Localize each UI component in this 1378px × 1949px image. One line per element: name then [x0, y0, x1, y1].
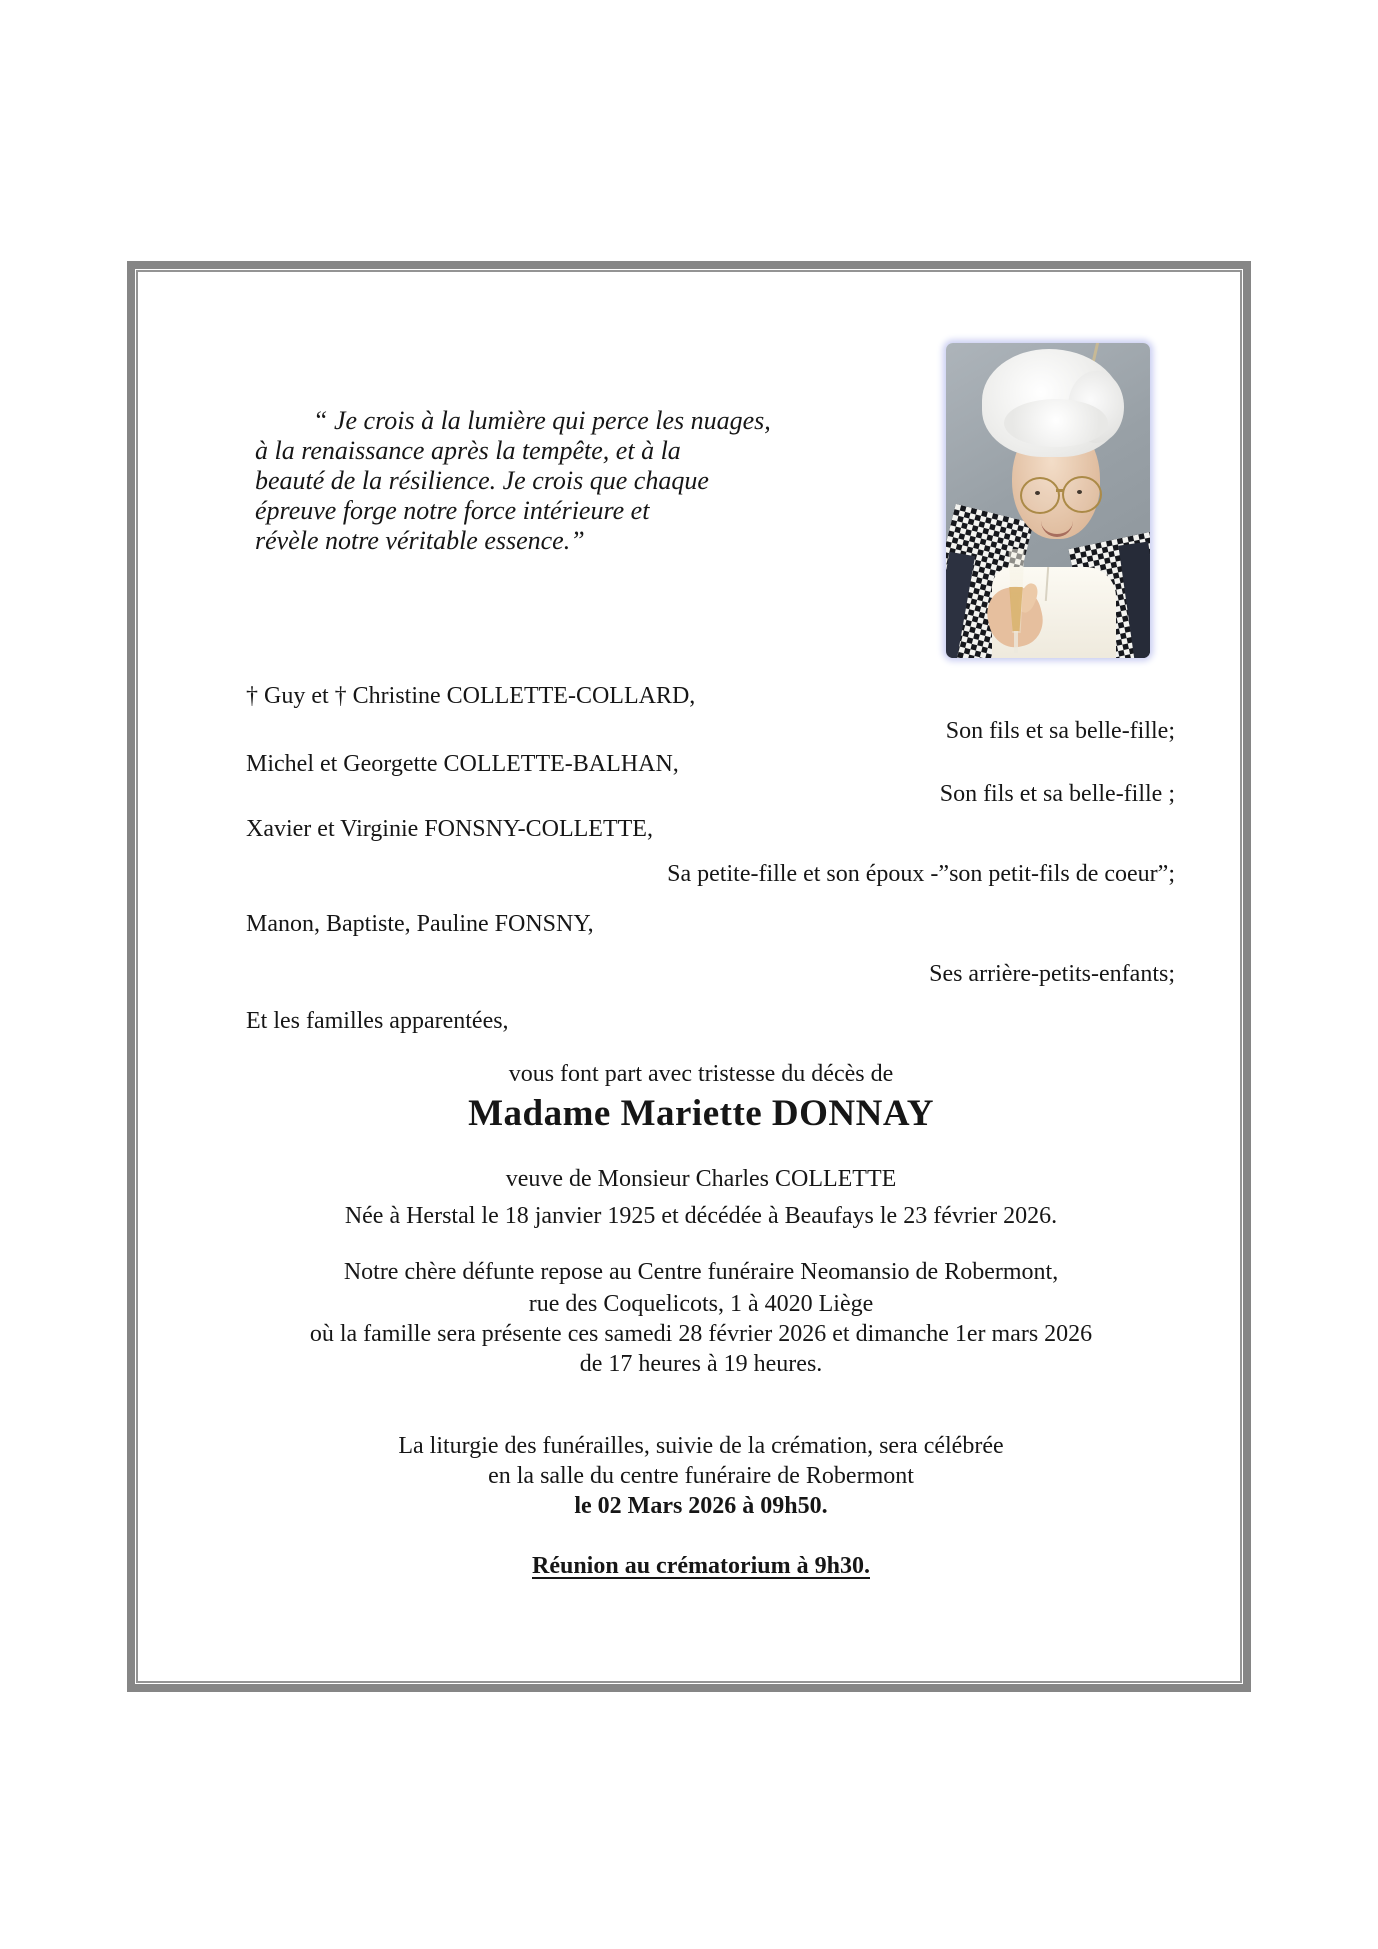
glasses-left-lens [1020, 477, 1060, 514]
family-name-line: † Guy et † Christine COLLETTE-COLLARD, [246, 683, 696, 709]
ceremony-datetime-line: le 02 Mars 2026 à 09h50. [574, 1493, 828, 1519]
repose-hours-line: de 17 heures à 19 heures. [579, 1351, 823, 1377]
opening-quote [255, 406, 771, 556]
glasses-right-lens [1062, 476, 1102, 513]
quote-line: beauté de la résilience. Je crois que chaque [255, 466, 709, 495]
hair-fringe [1004, 399, 1108, 447]
repose-visit-line: où la famille sera présente ces samedi 28 février 2026 et dimanche 1er mars 2026 [309, 1321, 1093, 1347]
family-name-line: Michel et Georgette COLLETTE-BALHAN, [246, 751, 679, 777]
family-name-line: Xavier et Virginie FONSNY-COLLETTE, [246, 816, 653, 842]
glasses-bridge [1056, 489, 1064, 492]
portrait-photo [946, 343, 1150, 658]
deceased-name: Madame Mariette DONNAY [468, 1093, 934, 1134]
quote-line: “ Je crois à la lumière qui perce les nuages, [313, 406, 771, 435]
family-relation-line: Sa petite-fille et son époux -”son petit-fils de coeur”; [667, 861, 1175, 887]
quote-line: épreuve forge notre force intérieure et [255, 496, 650, 525]
quote-line: révèle notre véritable essence.” [255, 526, 585, 555]
crematorium-meeting-line: Réunion au crématorium à 9h30. [532, 1553, 870, 1579]
family-relation-line: Son fils et sa belle-fille; [945, 718, 1175, 744]
left-eye [1035, 491, 1040, 495]
announcement-intro: vous font part avec tristesse du décès de [508, 1061, 894, 1087]
ceremony-line: La liturgie des funérailles, suivie de la crémation, sera célébrée [398, 1433, 1004, 1459]
widow-line: veuve de Monsieur Charles COLLETTE [505, 1166, 897, 1192]
quote-line: à la renaissance après la tempête, et à la [255, 436, 681, 465]
family-relation-line: Son fils et sa belle-fille ; [939, 781, 1175, 807]
flute-stem [1014, 631, 1018, 653]
repose-address-line: rue des Coquelicots, 1 à 4020 Liège [528, 1291, 874, 1317]
repose-line: Notre chère défunte repose au Centre funéraire Neomansio de Robermont, [343, 1259, 1059, 1285]
family-relation-line: Ses arrière-petits-enfants; [929, 961, 1175, 987]
family-name-line: Et les familles apparentées, [246, 1008, 509, 1034]
right-eye [1077, 490, 1082, 494]
family-name-line: Manon, Baptiste, Pauline FONSNY, [246, 911, 594, 937]
birth-death-line: Née à Herstal le 18 janvier 1925 et décédée à Beaufays le 23 février 2026. [344, 1203, 1058, 1229]
ceremony-place-line: en la salle du centre funéraire de Robermont [488, 1463, 914, 1489]
